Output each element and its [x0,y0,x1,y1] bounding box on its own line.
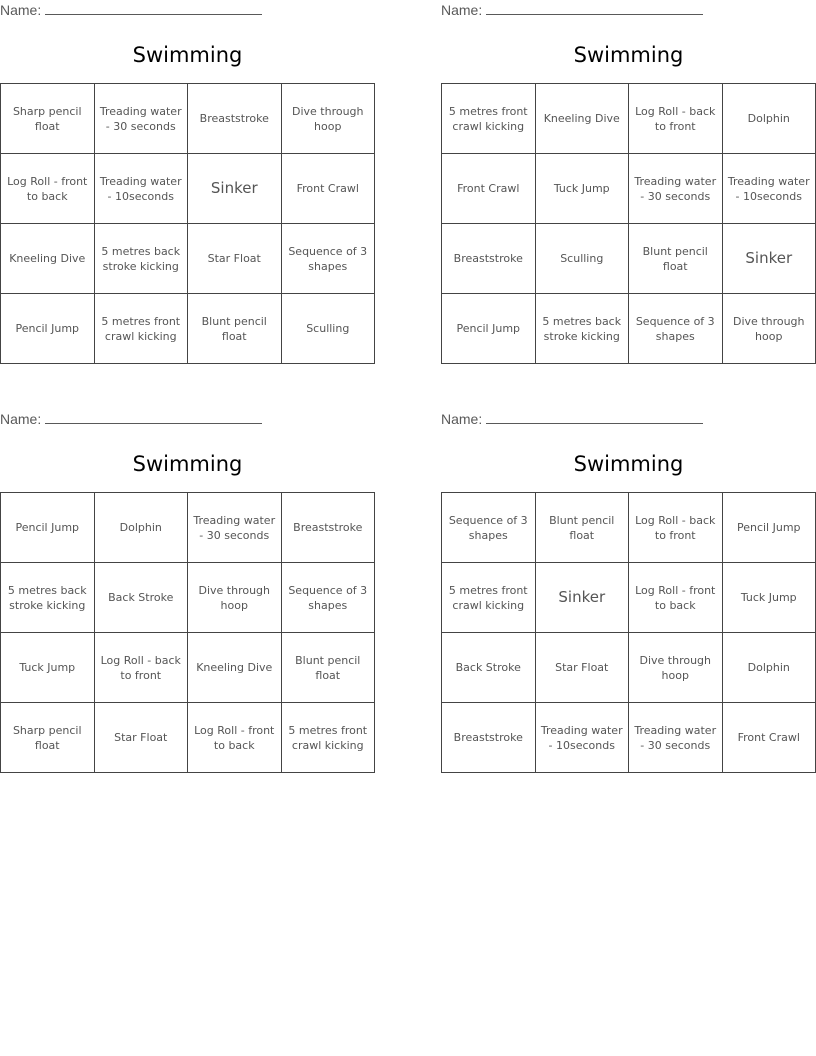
grid-row [442,224,816,294]
grid-cell: Log Roll - front to back [188,703,282,773]
grid-cell: Breaststroke [442,703,536,773]
grid-cell: Sharp pencil float [1,84,95,154]
grid-cell: Kneeling Dive [535,84,629,154]
grid-row [442,84,816,154]
grid-cell: Tuck Jump [1,633,95,703]
grid-cell: Dive through hoop [281,84,375,154]
grid-cell: Treading water - 10seconds [94,154,188,224]
grid-cell: Pencil Jump [722,493,816,563]
grid-cell: Sequence of 3 shapes [629,294,723,364]
grid-cell: 5 metres front crawl kicking [94,294,188,364]
grid-row [442,563,816,633]
grid-row [1,633,375,703]
grid-row [442,703,816,773]
name-line [441,410,703,428]
grid-cell: Pencil Jump [1,294,95,364]
grid-row [442,633,816,703]
name-label: Name: [441,411,483,427]
grid-cell: Log Roll - front to back [1,154,95,224]
grid-cell: Dolphin [94,493,188,563]
name-blank-line [486,2,703,15]
grid-cell: Log Roll - back to front [629,493,723,563]
grid-row [1,294,375,364]
grid-cell: Sculling [535,224,629,294]
grid-cell: 5 metres back stroke kicking [1,563,95,633]
grid-cell: Breaststroke [281,493,375,563]
name-blank-line [45,2,262,15]
grid-cell: Sequence of 3 shapes [442,493,536,563]
grid-cell: Breaststroke [442,224,536,294]
name-line [0,410,262,428]
grid-cell: Dolphin [722,84,816,154]
bingo-grid [0,492,375,773]
grid-cell: Log Roll - back to front [94,633,188,703]
grid-cell: Star Float [188,224,282,294]
card-title: Swimming [573,43,684,67]
bingo-grid [441,83,816,364]
name-line [0,1,262,19]
grid-cell: Front Crawl [722,703,816,773]
grid-cell: Sculling [281,294,375,364]
name-label: Name: [0,2,42,18]
grid-row [1,84,375,154]
grid-row [1,493,375,563]
grid-cell: Back Stroke [94,563,188,633]
grid-cell: Pencil Jump [1,493,95,563]
grid-cell: Dolphin [722,633,816,703]
grid-cell-sinker: Sinker [535,563,629,633]
grid-cell: Dive through hoop [629,633,723,703]
grid-row [442,154,816,224]
grid-cell: Sequence of 3 shapes [281,563,375,633]
grid-cell: Back Stroke [442,633,536,703]
name-label: Name: [0,411,42,427]
name-blank-line [486,411,703,424]
grid-cell: Treading water - 10seconds [535,703,629,773]
card-title: Swimming [573,452,684,476]
grid-cell-sinker: Sinker [188,154,282,224]
grid-cell: Log Roll - back to front [629,84,723,154]
grid-cell: Blunt pencil float [188,294,282,364]
bingo-grid [0,83,375,364]
grid-cell: Dive through hoop [188,563,282,633]
grid-cell: Breaststroke [188,84,282,154]
grid-cell: Treading water - 30 seconds [188,493,282,563]
grid-cell: Blunt pencil float [535,493,629,563]
grid-row [1,703,375,773]
grid-cell: Tuck Jump [722,563,816,633]
grid-cell: Front Crawl [442,154,536,224]
grid-cell: 5 metres front crawl kicking [442,84,536,154]
grid-cell: Sharp pencil float [1,703,95,773]
grid-cell: Tuck Jump [535,154,629,224]
grid-row [442,294,816,364]
grid-cell: Treading water - 30 seconds [629,154,723,224]
name-line [441,1,703,19]
grid-cell: Pencil Jump [442,294,536,364]
grid-cell: Blunt pencil float [281,633,375,703]
name-blank-line [45,411,262,424]
grid-row [1,154,375,224]
grid-row [1,563,375,633]
grid-cell: Log Roll - front to back [629,563,723,633]
bingo-grid [441,492,816,773]
grid-cell: Kneeling Dive [1,224,95,294]
grid-cell-sinker: Sinker [722,224,816,294]
card-title: Swimming [132,452,243,476]
name-label: Name: [441,2,483,18]
grid-cell: 5 metres back stroke kicking [535,294,629,364]
grid-cell: Sequence of 3 shapes [281,224,375,294]
grid-cell: Kneeling Dive [188,633,282,703]
grid-cell: Blunt pencil float [629,224,723,294]
grid-cell: 5 metres front crawl kicking [442,563,536,633]
grid-row [442,493,816,563]
grid-cell: Star Float [535,633,629,703]
grid-cell: Treading water - 30 seconds [94,84,188,154]
grid-cell: Treading water - 30 seconds [629,703,723,773]
grid-cell: 5 metres back stroke kicking [94,224,188,294]
grid-cell: Dive through hoop [722,294,816,364]
grid-cell: Star Float [94,703,188,773]
grid-cell: Treading water - 10seconds [722,154,816,224]
grid-cell: Front Crawl [281,154,375,224]
grid-cell: 5 metres front crawl kicking [281,703,375,773]
grid-row [1,224,375,294]
card-title: Swimming [132,43,243,67]
